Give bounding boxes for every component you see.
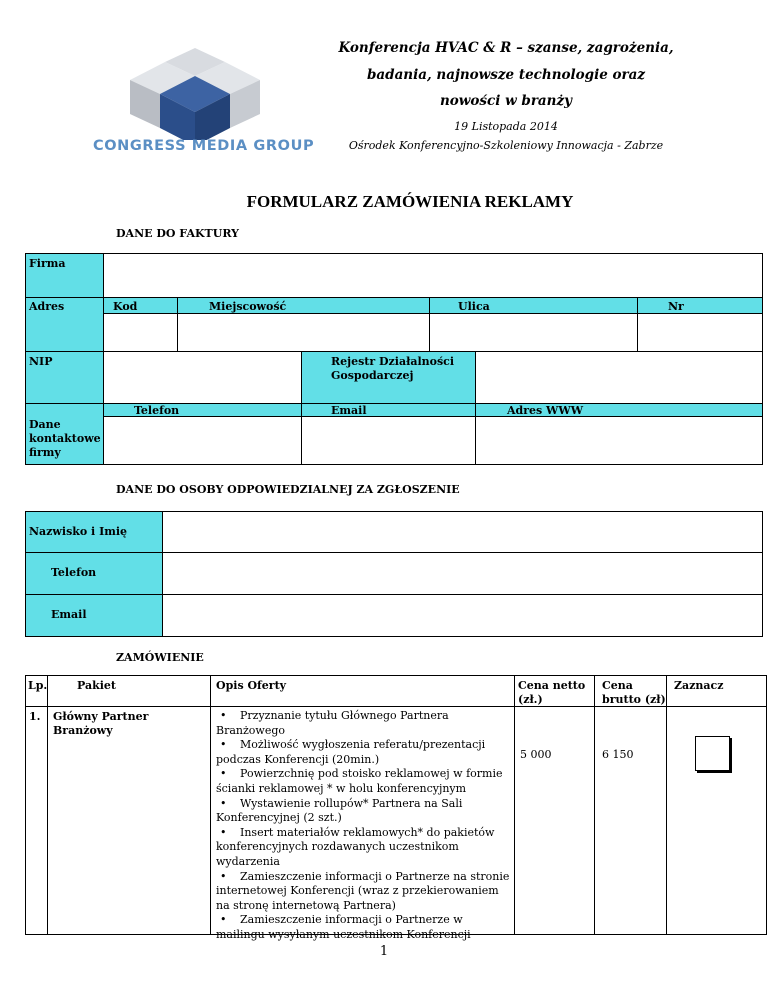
conference-title-line1: Konferencja HVAC & R – szanse, zagrożenia, (338, 40, 674, 56)
row1-select-checkbox[interactable] (695, 736, 730, 771)
rejestr-label: Rejestr Działalności Gospodarczej (331, 355, 455, 382)
telefon-firma-input[interactable] (104, 417, 300, 464)
page-number: 1 (379, 944, 389, 959)
col-opis-header: Opis Oferty (216, 679, 287, 692)
email-firma-label: Email (331, 404, 367, 417)
rejestr-input[interactable] (476, 352, 762, 402)
nazwisko-label: Nazwisko i Imię (29, 525, 128, 538)
firma-label: Firma (29, 257, 66, 270)
nip-label: NIP (29, 355, 53, 368)
logo-cubes-icon (90, 40, 300, 140)
list-item: • Zamieszczenie informacji o Partnerze w mailingu wysyłanym uczestnikom Konferencji (216, 913, 471, 941)
email-osoba-label: Email (51, 608, 87, 621)
person-section-heading: DANE DO OSOBY ODPOWIEDZIALNEJ ZA ZGŁOSZENIE (116, 483, 460, 496)
list-item: • Wystawienie rollupów* Partnera na Sali Konferencyjnej (2 szt.) (216, 796, 463, 825)
page-title: FORMULARZ ZAMÓWIENIA REKLAMY (246, 192, 574, 211)
col-pakiet-header: Pakiet (77, 679, 116, 692)
col-netto-header: Cena netto (zł.) (518, 679, 586, 706)
list-item: • Powierzchnię pod stoisko reklamowej w formie ścianki reklamowej * w holu konferencyjnym (216, 767, 503, 795)
logo-company-name: CONGRESS MEDIA GROUP (93, 138, 315, 154)
www-input[interactable] (476, 417, 762, 464)
conference-title-line3: nowości w branży (439, 93, 573, 109)
row1-pakiet: Główny Partner Branżowy (53, 710, 149, 737)
nr-input[interactable] (638, 314, 762, 350)
ulica-input[interactable] (430, 314, 636, 350)
adres-label: Adres (29, 300, 65, 313)
list-item: • Przyznanie tytułu Głównego Partnera Branżowego (216, 709, 449, 737)
conference-venue: Ośrodek Konferencyjno-Szkoleniowy Innowacja - Zabrze (348, 139, 664, 152)
kontakt-label: Dane kontaktowe firmy (29, 418, 101, 459)
row1-lp: 1. (29, 710, 41, 723)
col-zaznacz-header: Zaznacz (674, 679, 724, 692)
telefon-firma-label: Telefon (134, 404, 180, 417)
email-firma-input[interactable] (302, 417, 474, 464)
row1-price-netto: 5 000 (520, 748, 552, 761)
firma-input[interactable] (104, 254, 762, 296)
miejscowosc-label: Miejscowość (209, 300, 287, 313)
row1-price-brutto: 6 150 (602, 748, 634, 761)
invoice-section-heading: DANE DO FAKTURY (116, 227, 239, 240)
conference-date: 19 Listopada 2014 (454, 120, 558, 133)
miejscowosc-input[interactable] (178, 314, 428, 350)
list-item: • Insert materiałów reklamowych* do pakietów konferencyjnych rozdawanych uczestnikom wydarzenia (216, 825, 495, 868)
www-label: Adres WWW (507, 404, 584, 417)
col-brutto-header: Cena brutto (zł) (602, 679, 666, 706)
list-item: • Zamieszczenie informacji o Partnerze na stronie internetowej Konferencji (wraz z przekierowaniem na stronę internetową Partnera) (216, 869, 510, 912)
col-lp-header: Lp. (28, 679, 48, 692)
kod-input[interactable] (104, 314, 176, 350)
nr-label: Nr (668, 300, 684, 313)
nazwisko-input[interactable] (163, 512, 762, 551)
company-logo (90, 40, 315, 160)
telefon-osoba-label: Telefon (51, 566, 97, 579)
nip-input[interactable] (104, 352, 300, 402)
row1-offer-description (216, 709, 512, 943)
order-section-heading: ZAMÓWIENIE (116, 651, 204, 664)
conference-title-line2: badania, najnowsze technologie oraz (366, 67, 646, 83)
telefon-osoba-input[interactable] (163, 553, 762, 593)
email-osoba-input[interactable] (163, 595, 762, 636)
list-item: • Możliwość wygłoszenia referatu/prezentacji podczas Konferencji (20min.) (216, 738, 486, 766)
kod-label: Kod (113, 300, 138, 313)
ulica-label: Ulica (458, 300, 490, 313)
